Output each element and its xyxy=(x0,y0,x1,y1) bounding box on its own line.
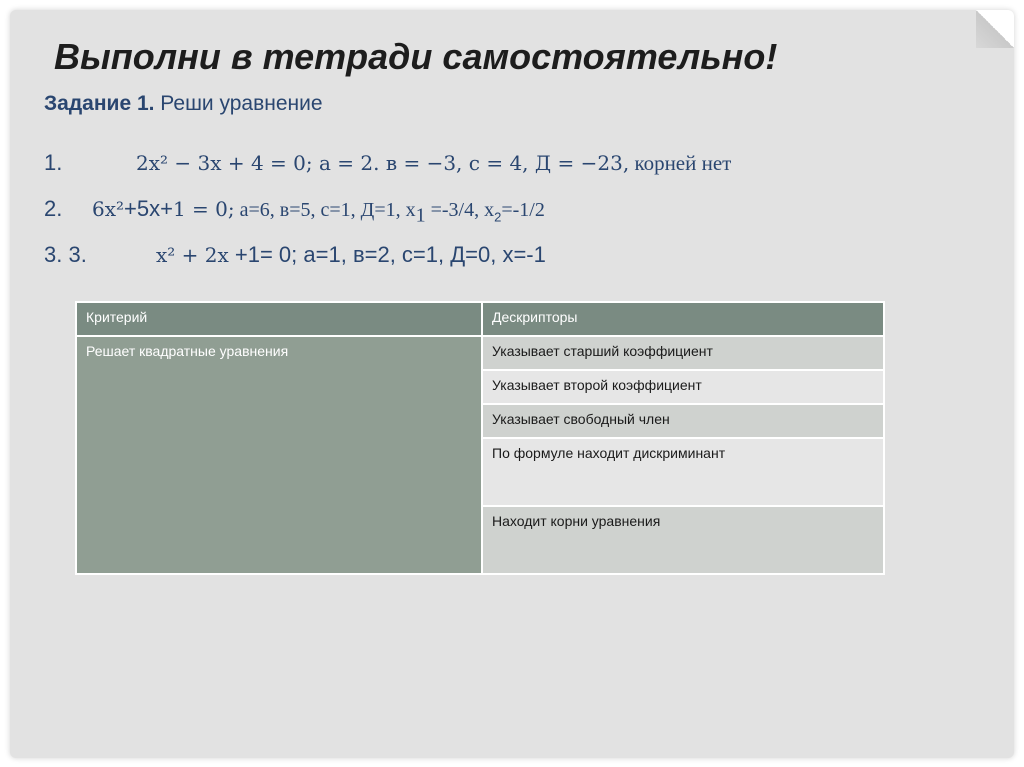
criterion-cell: Решает квадратные уравнения xyxy=(76,336,482,574)
equation-3-math: x² + 2x xyxy=(156,243,229,267)
descriptor-cell: По формуле находит дискриминант xyxy=(482,438,884,506)
equation-2-solution-b: =-3/4, х xyxy=(425,199,495,221)
slide-title: Выполни в тетради самостоятельно! xyxy=(54,36,778,77)
page-corner-fold xyxy=(976,10,1014,48)
slide xyxy=(10,10,1014,758)
descriptor-cell: Находит корни уравнения xyxy=(482,506,884,574)
table-row xyxy=(76,336,884,370)
equation-1-number: 1. xyxy=(44,150,63,175)
equation-1-result: корней нет xyxy=(629,151,732,175)
equation-3-solution: +1= 0; а=1, в=2, с=1, Д=0, х=-1 xyxy=(228,242,546,267)
equation-2-math-b: +5x+ xyxy=(124,196,173,221)
equation-1-coefficients: а = 2. в = −3, с = 4, Д = −23, xyxy=(312,151,630,175)
header-criterion: Критерий xyxy=(76,302,482,336)
task-heading xyxy=(44,92,323,116)
equation-2-math-c: 1 = 0; xyxy=(172,197,235,221)
equation-1-math: 2x² − 3x + 4 = 0; xyxy=(136,151,313,175)
equation-2-solution-c: =-1/2 xyxy=(501,199,545,221)
task-text: Реши уравнение xyxy=(154,92,323,115)
equation-2-sub-1: 1 xyxy=(415,204,426,227)
descriptor-cell: Указывает второй коэффициент xyxy=(482,370,884,404)
descriptor-cell: Указывает старший коэффициент xyxy=(482,336,884,370)
equation-2-solution-a: а=6, в=5, с=1, Д=1, х xyxy=(234,199,416,221)
criteria-table xyxy=(75,301,885,575)
equation-3-number: 3. 3. xyxy=(44,242,87,267)
equation-2-math-a: 6x² xyxy=(92,197,125,221)
task-label: Задание 1. xyxy=(44,92,155,115)
table-header-row xyxy=(76,302,884,336)
equation-3 xyxy=(44,242,546,268)
equation-2-number: 2. xyxy=(44,196,63,221)
header-descriptors: Дескрипторы xyxy=(482,302,884,336)
equation-2-sub-2: 2 xyxy=(494,209,502,225)
descriptor-cell: Указывает свободный член xyxy=(482,404,884,438)
equation-2 xyxy=(44,196,545,227)
equation-1 xyxy=(44,150,731,176)
